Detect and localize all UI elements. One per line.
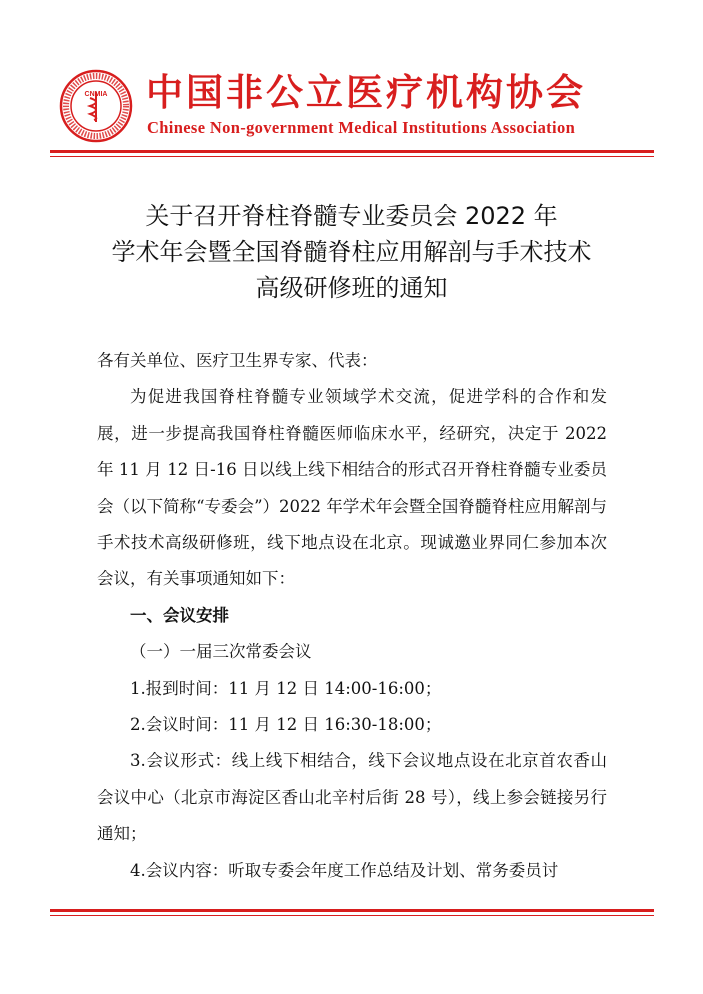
header-rule-thin xyxy=(50,156,654,157)
org-name-en: Chinese Non-government Medical Institutions Association xyxy=(147,118,576,137)
org-name-cn: 中国非公立医疗机构协会 xyxy=(146,70,586,114)
section-heading: 一、会议安排 xyxy=(130,605,229,625)
document-body xyxy=(97,343,607,889)
title-line-3: 高级研修班的通知 xyxy=(255,274,448,302)
title-line-1: 关于召开脊柱脊髓专业委员会 2022 年 xyxy=(145,202,558,230)
list-item: 3.会议形式：线上线下相结合，线下会议地点设在北京首农香山会议中心（北京市海淀区香山北辛村后街 28 号），线上参会链接另行通知； xyxy=(97,751,607,844)
svg-text:CNMIA: CNMIA xyxy=(84,91,108,98)
header-rule-thick xyxy=(50,150,654,153)
salutation: 各有关单位、医疗卫生界专家、代表： xyxy=(97,351,378,370)
list-item: 4.会议内容：听取专委会年度工作总结及计划、常务委员讨 xyxy=(130,860,559,880)
list-item: 1.报到时间：11 月 12 日 14:00-16:00； xyxy=(130,678,442,698)
letterhead xyxy=(52,62,652,152)
title-line-2: 学术年会暨全国脊髓脊柱应用解剖与手术技术 xyxy=(111,238,592,266)
subsection-heading: （一）一届三次常委会议 xyxy=(130,642,312,662)
association-seal-icon xyxy=(58,68,134,144)
intro-paragraph: 为促进我国脊柱脊髓专业领域学术交流，促进学科的合作和发展，进一步提高我国脊柱脊髓医师临床水平，经研究，决定于 2022 年 11 月 12 日-16 日以线上线下相结合的形式召开脊柱脊髓专业委员会（以下简称“专委会”）2022 年学术年会暨全国脊髓脊柱应用解剖与手术技术高级研修班，线下地点设在北京。现诚邀业界同仁参加本次会议，有关事项通知如下： xyxy=(97,387,607,589)
footer-rule-thick xyxy=(50,909,654,912)
document-title xyxy=(40,198,663,306)
list-item: 2.会议时间：11 月 12 日 16:30-18:00； xyxy=(130,715,442,735)
footer-rule-thin xyxy=(50,915,654,916)
